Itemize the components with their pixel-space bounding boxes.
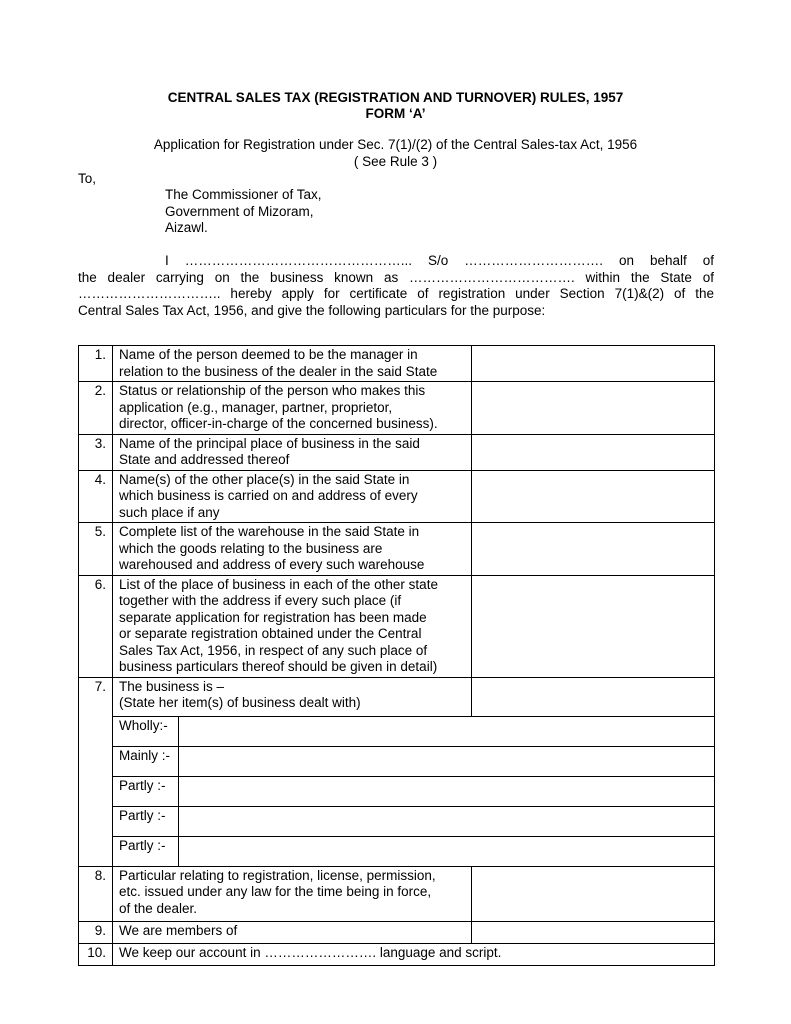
declaration-line-1: I …………………………………………... S/o …………………………. on behalf of: [165, 253, 714, 268]
application-subtitle: Application for Registration under Sec. 7(1)/(2) of the Central Sales-tax Act, 1956: [153, 137, 638, 152]
table-row: [79, 677, 715, 716]
particulars-table: [78, 345, 715, 966]
declaration-line-2: the dealer carrying on the business known as ………………………………. within the State of: [78, 270, 714, 285]
document-title: CENTRAL SALES TAX (REGISTRATION AND TURNOVER) RULES, 1957: [167, 90, 624, 105]
membership-field[interactable]: [472, 921, 715, 943]
row-description: Status or relationship of the person who makes this application (e.g., manager, partner, proprietor, director, officer-in-charge of the concerned business).: [113, 382, 472, 435]
business-items-field[interactable]: [472, 677, 715, 716]
address-line-3: Aizawl.: [165, 220, 208, 235]
table-row: [79, 470, 715, 523]
row-number: 2.: [79, 382, 113, 435]
row-description: We keep our account in ……………………. language and script.: [113, 943, 715, 965]
business-type-label: Partly :-: [113, 836, 179, 866]
row-description: The business is – (State her item(s) of business dealt with): [113, 677, 472, 716]
address-line-2: Government of Mizoram,: [165, 204, 314, 219]
business-type-label: Partly :-: [113, 776, 179, 806]
row-number: 10.: [79, 943, 113, 965]
applicant-status-field[interactable]: [472, 382, 715, 435]
table-row: [79, 776, 715, 806]
principal-place-field[interactable]: [472, 434, 715, 470]
row-description: We are members of: [113, 921, 472, 943]
table-row: [79, 575, 715, 677]
row-number: 1.: [79, 346, 113, 382]
partly-field-3[interactable]: [179, 836, 715, 866]
row-description: Name of the person deemed to be the manager in relation to the business of the dealer in the said State: [113, 346, 472, 382]
row-number: 7.: [79, 677, 113, 866]
business-type-label: Partly :-: [113, 806, 179, 836]
table-row: [79, 716, 715, 746]
row-description: Particular relating to registration, license, permission, etc. issued under any law for the time being in force, of the dealer.: [113, 866, 472, 921]
table-row: [79, 346, 715, 382]
row-number: 8.: [79, 866, 113, 921]
table-row: [79, 921, 715, 943]
table-row: [79, 434, 715, 470]
registration-particulars-field[interactable]: [472, 866, 715, 921]
partly-field-1[interactable]: [179, 776, 715, 806]
row-number: 4.: [79, 470, 113, 523]
business-type-label: Mainly :-: [113, 746, 179, 776]
row-number: 6.: [79, 575, 113, 677]
row-description: Name(s) of the other place(s) in the said State in which business is carried on and address of every such place if any: [113, 470, 472, 523]
table-row: [79, 943, 715, 965]
row-number: 5.: [79, 523, 113, 576]
table-row: [79, 523, 715, 576]
other-places-field[interactable]: [472, 470, 715, 523]
row-description: Name of the principal place of business in the said State and addressed thereof: [113, 434, 472, 470]
address-line-1: The Commissioner of Tax,: [165, 187, 322, 202]
row-number: 9.: [79, 921, 113, 943]
declaration-line-4: Central Sales Tax Act, 1956, and give the following particulars for the purpose:: [78, 303, 546, 318]
manager-name-field[interactable]: [472, 346, 715, 382]
table-row: [79, 836, 715, 866]
row-description: Complete list of the warehouse in the said State in which the goods relating to the business are warehoused and address of every such warehouse: [113, 523, 472, 576]
business-type-label: Wholly:-: [113, 716, 179, 746]
address-to: To,: [78, 171, 97, 186]
warehouse-list-field[interactable]: [472, 523, 715, 576]
table-row: [79, 806, 715, 836]
row-number: 3.: [79, 434, 113, 470]
table-row: [79, 866, 715, 921]
rule-reference: ( See Rule 3 ): [353, 154, 438, 169]
wholly-field[interactable]: [179, 716, 715, 746]
row-description: List of the place of business in each of the other state together with the address if every such place (if separate application for registration has been made or separate registration obtained under the Central Sales Tax Act, 1956, in respect of any such place of business particulars thereof should be given in detail): [113, 575, 472, 677]
form-name: FORM ‘A’: [365, 106, 426, 121]
declaration-line-3: ………………………….. hereby apply for certificate of registration under Section 7(1)&(2) of the: [78, 286, 714, 301]
mainly-field[interactable]: [179, 746, 715, 776]
other-state-places-field[interactable]: [472, 575, 715, 677]
table-row: [79, 382, 715, 435]
partly-field-2[interactable]: [179, 806, 715, 836]
table-row: [79, 746, 715, 776]
